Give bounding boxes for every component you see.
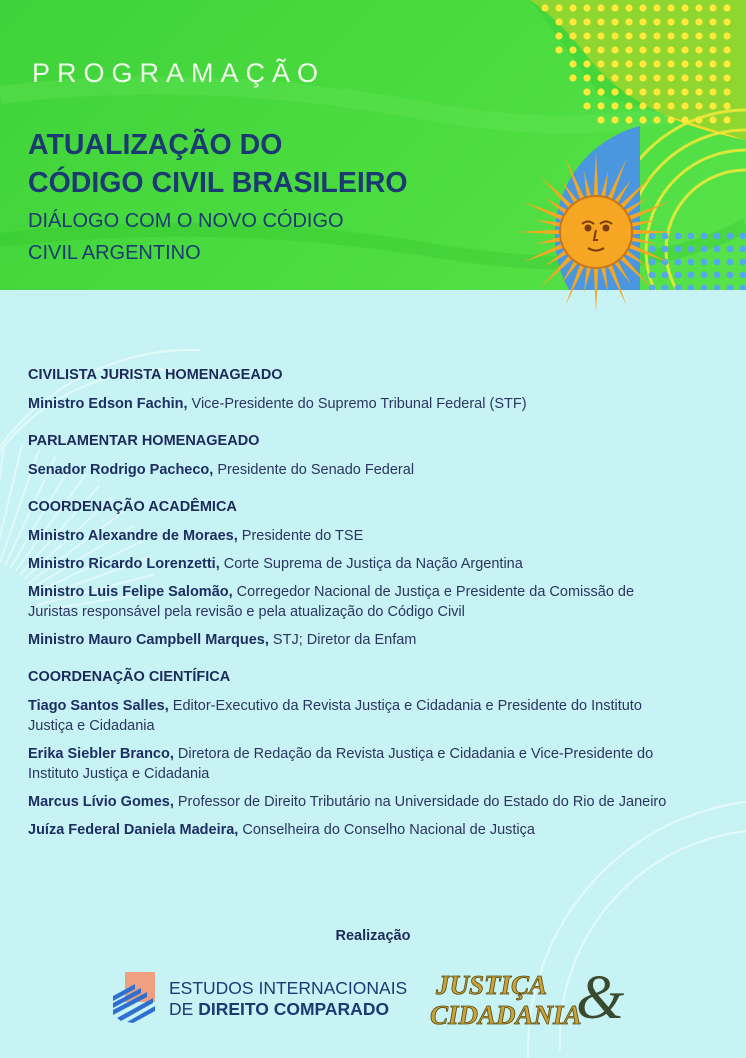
decor-dot — [681, 46, 688, 53]
event-subtitle — [28, 205, 448, 269]
sun-ray — [626, 201, 669, 221]
decor-dot — [569, 46, 576, 53]
sun-ray — [629, 220, 657, 228]
decor-dot — [611, 46, 618, 53]
person-role: Corte Suprema de Justiça da Nação Argentina — [219, 556, 523, 572]
person-role: Editor-Executivo da Revista Justiça e Cidadania e Presidente do Instituto Justiça e Cidadania — [28, 698, 642, 734]
sun-ray — [594, 266, 599, 312]
person-name: Senador Rodrigo Pacheco, — [28, 462, 214, 478]
decor-dot — [667, 18, 674, 25]
decor-dot — [625, 4, 632, 11]
decor-dot — [727, 272, 734, 279]
decor-dot — [667, 60, 674, 67]
program-label: PROGRAMAÇÃO — [32, 58, 326, 88]
decor-dot — [695, 18, 702, 25]
decor-dot — [727, 259, 734, 266]
decor-dot — [611, 116, 618, 123]
decor-dot — [597, 32, 604, 39]
decor-dot — [597, 116, 604, 123]
person-role: Presidente do Senado Federal — [213, 462, 415, 478]
sun-ray — [584, 265, 592, 293]
decor-dot — [681, 88, 688, 95]
decor-dot — [688, 272, 695, 279]
decor-dot — [740, 272, 746, 279]
decor-dot — [709, 18, 716, 25]
decor-dot — [639, 4, 646, 11]
person-name: Tiago Santos Salles, — [28, 698, 169, 714]
decor-dot — [709, 102, 716, 109]
person-name: Ministro Luis Felipe Salomão, — [28, 584, 233, 600]
realizacao-label: Realização — [335, 928, 411, 944]
section-heading: COORDENAÇÃO CIENTÍFICA — [28, 669, 231, 685]
section-civilista — [28, 367, 668, 414]
decor-dot — [611, 60, 618, 67]
decor-dot — [723, 60, 730, 67]
sun-ray — [607, 158, 627, 201]
coordinator-entry — [28, 554, 668, 574]
decor-dot — [541, 4, 548, 11]
decor-dot — [625, 102, 632, 109]
person-name: Erika Siebler Branco, — [28, 746, 174, 762]
decor-dot — [611, 74, 618, 81]
sun-ray — [630, 230, 676, 235]
decor-dot — [701, 259, 708, 266]
decor-dot — [583, 88, 590, 95]
decor-dot — [555, 4, 562, 11]
decor-dot — [740, 246, 746, 253]
decor-dot — [653, 46, 660, 53]
sun-ray — [607, 262, 627, 305]
person-name: Ministro Alexandre de Moraes, — [28, 528, 238, 544]
coordinator-entry — [28, 792, 668, 812]
decor-dot — [740, 259, 746, 266]
decor-dot — [625, 88, 632, 95]
decor-dot — [653, 32, 660, 39]
honoree-entry — [28, 460, 668, 480]
decor-dot — [709, 46, 716, 53]
decor-dot — [727, 233, 734, 240]
decor-dot — [625, 18, 632, 25]
decor-dot — [723, 74, 730, 81]
sun-ray — [565, 158, 585, 201]
decor-dot — [667, 102, 674, 109]
sun-ray — [594, 152, 599, 198]
section-heading: COORDENAÇÃO ACADÊMICA — [28, 499, 237, 515]
decor-dot — [709, 60, 716, 67]
logo-justica-text: JUSTIÇA — [436, 970, 548, 1000]
decor-dot — [583, 74, 590, 81]
event-title — [28, 126, 548, 202]
decor-dot — [625, 116, 632, 123]
decor-dot — [695, 32, 702, 39]
sun-ray — [584, 171, 592, 199]
eic-emblem-icon — [113, 972, 157, 1024]
decor-dot — [701, 272, 708, 279]
section-coord-academica — [28, 499, 668, 650]
decor-dot — [688, 259, 695, 266]
decor-dot — [695, 102, 702, 109]
coordinator-entry — [28, 526, 668, 546]
decor-dot — [653, 116, 660, 123]
decor-dot — [583, 18, 590, 25]
eic-logo-text — [169, 978, 407, 1020]
person-role: STJ; Diretor da Enfam — [268, 632, 417, 648]
decor-dot — [611, 18, 618, 25]
decor-dot — [625, 74, 632, 81]
decor-dot — [639, 18, 646, 25]
sun-ray — [565, 262, 585, 305]
decor-dot — [611, 4, 618, 11]
decor-ray — [0, 445, 22, 562]
decor-dot — [714, 246, 721, 253]
decor-dot — [695, 74, 702, 81]
justica-cidadania-wordmark — [428, 964, 638, 1030]
decor-dot — [569, 18, 576, 25]
title-line-2: CÓDIGO CIVIL BRASILEIRO — [28, 167, 408, 199]
decor-dot — [688, 233, 695, 240]
coordinator-entry — [28, 582, 668, 622]
person-role: Vice-Presidente do Supremo Tribunal Federal (STF) — [187, 396, 527, 412]
decor-dot — [639, 74, 646, 81]
decor-dot — [681, 60, 688, 67]
sun-ray — [516, 230, 562, 235]
decor-dot — [681, 18, 688, 25]
decor-dot — [569, 4, 576, 11]
decor-dot — [688, 246, 695, 253]
decor-dot — [611, 102, 618, 109]
decor-dot — [667, 116, 674, 123]
decor-dot — [583, 4, 590, 11]
decor-dot — [639, 32, 646, 39]
decor-dot — [695, 46, 702, 53]
decor-dot — [714, 233, 721, 240]
section-heading: CIVILISTA JURISTA HOMENAGEADO — [28, 367, 283, 383]
person-name: Ministro Edson Fachin, — [28, 396, 188, 412]
person-role: Professor de Direito Tributário na Universidade do Estado do Rio de Janeiro — [173, 794, 667, 810]
decor-dot — [667, 88, 674, 95]
decor-dot — [639, 102, 646, 109]
decor-dot — [709, 116, 716, 123]
decor-dot — [583, 46, 590, 53]
sun-ray — [535, 236, 563, 244]
decor-dot — [653, 4, 660, 11]
sun-ray — [522, 243, 565, 263]
decor-dot — [667, 32, 674, 39]
decor-dot — [723, 88, 730, 95]
eic-line-2b: DIREITO COMPARADO — [198, 999, 390, 1019]
decor-dot — [709, 4, 716, 11]
decor-dot — [639, 60, 646, 67]
program-content — [28, 367, 668, 859]
section-coord-cientifica — [28, 669, 668, 840]
person-role: Conselheira do Conselho Nacional de Justiça — [238, 822, 535, 838]
section-heading: PARLAMENTAR HOMENAGEADO — [28, 433, 260, 449]
decor-dot — [723, 32, 730, 39]
decor-dot — [723, 116, 730, 123]
decor-dot — [701, 246, 708, 253]
estudos-internacionais-logo — [113, 972, 408, 1024]
decor-dot — [695, 88, 702, 95]
decor-dot — [555, 32, 562, 39]
decor-dot — [681, 102, 688, 109]
person-role: Diretora de Redação da Revista Justiça e Cidadania e Vice-Presidente do Instituto Justiça e Cidadania — [28, 746, 654, 782]
person-name: Ministro Mauro Campbell Marques, — [28, 632, 269, 648]
decor-dot — [597, 60, 604, 67]
coordinator-entry — [28, 630, 668, 650]
decor-dot — [723, 18, 730, 25]
sun-ray — [626, 243, 669, 263]
decor-dot — [709, 88, 716, 95]
honoree-entry — [28, 394, 668, 414]
decor-dot — [667, 46, 674, 53]
decor-dot — [597, 4, 604, 11]
coordinator-entry — [28, 696, 668, 736]
decor-dot — [653, 60, 660, 67]
decor-dot — [681, 32, 688, 39]
decor-dot — [597, 46, 604, 53]
decor-ray — [0, 442, 5, 561]
decor-dot — [569, 60, 576, 67]
section-parlamentar — [28, 433, 668, 480]
sun-ray — [522, 201, 565, 221]
decor-dot — [723, 4, 730, 11]
decor-dot — [625, 60, 632, 67]
decor-dot — [709, 74, 716, 81]
coordinator-entry — [28, 820, 668, 840]
decor-dot — [681, 74, 688, 81]
decor-dot — [639, 88, 646, 95]
decor-dot — [597, 74, 604, 81]
decor-dot — [569, 74, 576, 81]
person-name: Juíza Federal Daniela Madeira, — [28, 822, 239, 838]
decor-dot — [714, 272, 721, 279]
decor-dot — [583, 32, 590, 39]
person-role: Presidente do TSE — [237, 528, 364, 544]
decor-dot — [597, 102, 604, 109]
decor-dot — [714, 259, 721, 266]
sun-ray — [535, 220, 563, 228]
decor-dot — [639, 46, 646, 53]
decor-dot — [723, 102, 730, 109]
decor-dot — [611, 88, 618, 95]
justica-cidadania-logo — [428, 964, 638, 1030]
decor-dot — [653, 88, 660, 95]
coordinator-entry — [28, 744, 668, 784]
title-line-1: ATUALIZAÇÃO DO — [28, 129, 283, 161]
sun-ray — [600, 171, 608, 199]
decor-dot — [653, 102, 660, 109]
decor-dot — [667, 74, 674, 81]
decor-dot — [597, 18, 604, 25]
decor-dot — [653, 74, 660, 81]
decor-dot — [723, 46, 730, 53]
decor-dot — [583, 60, 590, 67]
decor-dot — [695, 4, 702, 11]
subtitle-line-2: CIVIL ARGENTINO — [28, 242, 201, 264]
decor-dot — [701, 233, 708, 240]
sun-ray — [600, 265, 608, 293]
decor-dot — [583, 102, 590, 109]
decor-dot — [625, 46, 632, 53]
decor-dot — [653, 18, 660, 25]
decor-dot — [625, 32, 632, 39]
decor-dot — [667, 4, 674, 11]
ampersand-glyph: & — [576, 964, 625, 1030]
decor-dot — [727, 246, 734, 253]
eic-line-2a: DE — [169, 999, 199, 1019]
person-name: Marcus Lívio Gomes, — [28, 794, 174, 810]
person-role: Corregedor Nacional de Justiça e Presidente da Comissão de Juristas responsável pela revisão e pela atualização do Código Civil — [28, 584, 635, 620]
eic-line-1: ESTUDOS INTERNACIONAIS — [169, 978, 408, 998]
sun-ray — [629, 236, 657, 244]
person-name: Ministro Ricardo Lorenzetti, — [28, 556, 220, 572]
decor-dot — [597, 88, 604, 95]
decor-dot — [695, 60, 702, 67]
logo-cidadania-text: CIDADANIA — [430, 1000, 582, 1030]
subtitle-line-1: DIÁLOGO COM O NOVO CÓDIGO — [28, 210, 344, 232]
decor-dot — [681, 4, 688, 11]
decor-dot — [555, 46, 562, 53]
decor-dot — [555, 18, 562, 25]
decor-dot — [569, 32, 576, 39]
decor-dot — [709, 32, 716, 39]
decor-dot — [611, 32, 618, 39]
decor-dot — [639, 116, 646, 123]
